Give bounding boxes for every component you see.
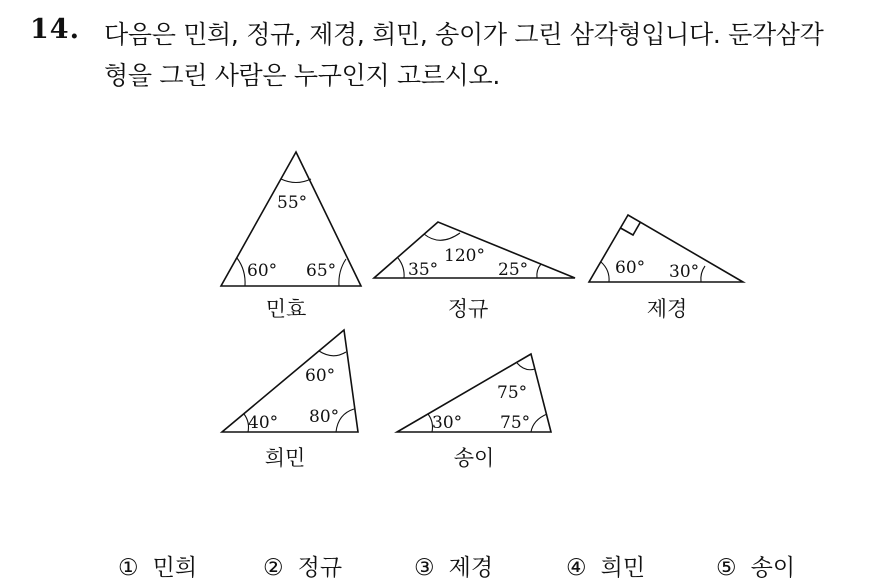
- triangle-name-minhyo: 민효: [265, 297, 307, 321]
- angle-label: 30°: [669, 262, 700, 282]
- angle-label: 30°: [432, 413, 463, 433]
- choice-mark: ①: [118, 555, 139, 581]
- angle-label: 120°: [444, 246, 485, 266]
- question-text-line-2: 형을 그린 사람은 누구인지 고르시오.: [104, 61, 500, 90]
- angle-label: 65°: [306, 261, 337, 281]
- choice-label: 정규: [297, 555, 343, 581]
- angle-label: 60°: [247, 261, 278, 281]
- choice-mark: ③: [414, 555, 435, 581]
- triangle-jegyeong: [589, 215, 743, 282]
- choice-mark: ②: [263, 555, 284, 581]
- angle-label: 25°: [498, 260, 529, 280]
- angle-label: 35°: [408, 260, 439, 280]
- choice-label: 송이: [750, 555, 796, 581]
- choice-5[interactable]: [716, 549, 795, 582]
- choice-3[interactable]: [414, 549, 493, 582]
- choice-label: 민희: [152, 555, 198, 581]
- angle-label: 75°: [497, 383, 528, 403]
- angle-label: 60°: [305, 366, 336, 386]
- question-number: 14.: [30, 14, 80, 45]
- choice-mark: ④: [566, 555, 587, 581]
- angle-label: 55°: [277, 193, 308, 213]
- choice-1[interactable]: [118, 549, 197, 582]
- choice-label: 제경: [448, 555, 494, 581]
- triangle-name-huimin: 희민: [264, 446, 306, 470]
- angle-label: 75°: [500, 413, 531, 433]
- triangle-minhyo: [221, 152, 361, 286]
- angle-label: 40°: [248, 413, 279, 433]
- choice-label: 희민: [600, 555, 646, 581]
- choice-mark: ⑤: [716, 555, 737, 581]
- angle-label: 60°: [615, 258, 646, 278]
- choice-4[interactable]: [566, 549, 645, 582]
- choice-2[interactable]: [263, 549, 342, 582]
- triangle-name-songi: 송이: [453, 446, 495, 470]
- triangle-jeonggyu: [374, 222, 575, 280]
- triangle-huimin: [222, 330, 358, 433]
- angle-label: 80°: [309, 407, 340, 427]
- triangle-name-jegyeong: 제경: [646, 297, 688, 321]
- triangle-songi: [397, 354, 551, 433]
- triangle-name-jeonggyu: 정규: [447, 297, 489, 321]
- question-text-line-1: 다음은 민희, 정규, 제경, 희민, 송이가 그린 삼각형입니다. 둔각삼각: [104, 20, 824, 49]
